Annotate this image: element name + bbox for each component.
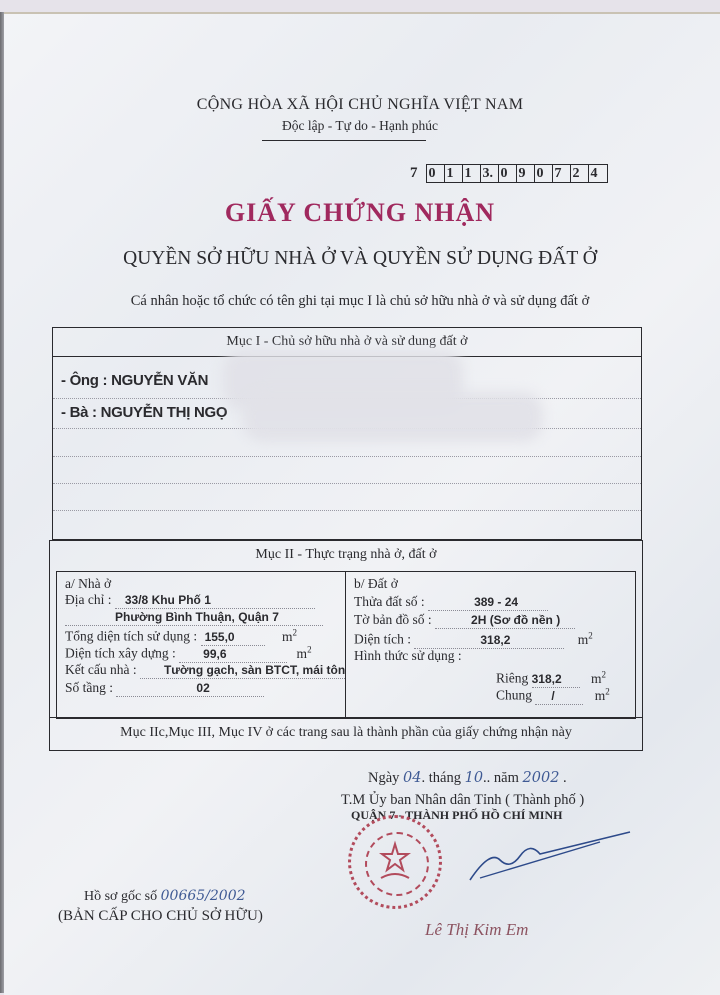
- signature-stroke-icon: [460, 830, 640, 890]
- unit: $m^2$: [296, 644, 312, 661]
- document-title: GIẤY CHỨNG NHẬN: [224, 198, 496, 227]
- unit: $m^2$: [594, 686, 610, 703]
- address-line-1: 33/8 Khu Phố 1: [124, 593, 211, 607]
- serial-digit: 7: [553, 165, 571, 182]
- unit: $m^2$: [577, 630, 593, 647]
- serial-digit: 4: [590, 166, 598, 181]
- issue-month: 10: [464, 770, 484, 786]
- shared-row: [496, 686, 610, 705]
- serial-digit: 3.: [481, 165, 499, 182]
- file-number: 00665/2002: [160, 888, 246, 904]
- shared-value: /: [551, 688, 555, 703]
- section-2-status: [49, 540, 643, 751]
- dotted-line: [53, 510, 641, 511]
- map-label: Tờ bản đồ số :: [354, 612, 432, 627]
- built-area-value: 99,6: [203, 646, 227, 661]
- issue-date: Ngày 04. tháng 10.. năm 2002 .: [368, 770, 567, 786]
- issue-year: 2002: [522, 770, 560, 786]
- total-area-row: [65, 627, 297, 646]
- parcel-row: [354, 594, 548, 611]
- nation-header: CỘNG HÒA XÃ HỘI CHỦ NGHĨA VIỆT NAM: [196, 96, 524, 113]
- floors-value: 02: [196, 681, 210, 695]
- issuing-district: QUẬN 7 - THÀNH PHỐ HỒ CHÍ MINH: [351, 808, 563, 822]
- parcel-value: 389 - 24: [474, 595, 519, 609]
- structure-row: [65, 662, 345, 679]
- land-area-value: 318,2: [480, 632, 511, 647]
- redaction-blur: [243, 392, 543, 442]
- address-label: Địa chỉ :: [65, 592, 112, 607]
- issuing-authority: T.M Ủy ban Nhân dân Tỉnh ( Thành phố ): [341, 792, 585, 808]
- owner-female: - Bà : NGUYỄN THỊ NGỌ: [61, 404, 228, 421]
- motto: Độc lập - Tự do - Hạnh phúc: [282, 118, 438, 133]
- shared-label: Chung: [496, 687, 533, 703]
- usage-label: Hình thức sử dụng :: [354, 648, 462, 663]
- document-subtitle: QUYỀN SỞ HỮU NHÀ Ở VÀ QUYỀN SỬ DỤNG ĐẤT Ở: [123, 248, 597, 269]
- copy-note: (BẢN CẤP CHO CHỦ SỞ HỮU): [58, 908, 263, 924]
- unit: $m^2$: [591, 669, 607, 686]
- map-row: [354, 612, 575, 629]
- private-label: Riêng: [496, 670, 529, 686]
- section-2-table: [56, 571, 636, 719]
- land-area-row: [354, 630, 593, 649]
- serial-digit: 0: [427, 165, 445, 182]
- issue-day: 04: [403, 770, 422, 786]
- land-column: [346, 572, 635, 718]
- floors-label: Số tầng :: [65, 680, 114, 695]
- serial-digit: 1: [445, 165, 463, 182]
- section-2-footer: Mục IIc,Mục III, Mục IV ở các trang sau là thành phần của giấy chứng nhận này: [50, 717, 642, 750]
- owner-male: - Ông : NGUYỄN VĂN: [61, 372, 209, 389]
- structure-value: Tường gạch, sàn BTCT, mái tôn: [163, 663, 346, 677]
- intro-statement: Cá nhân hoặc tổ chức có tên ghi tại mục I là chủ sở hữu nhà ở và sử dụng đất ở: [130, 293, 590, 309]
- structure-label: Kết cấu nhà :: [65, 662, 137, 677]
- official-seal-icon: [348, 815, 442, 909]
- parcel-label: Thửa đất số :: [354, 594, 425, 609]
- section-2-heading: Mục II - Thực trạng nhà ở, đất ở: [255, 547, 437, 562]
- serial-digit: 2: [571, 165, 589, 182]
- motto-underline: [262, 140, 426, 141]
- signer-name: Lê Thị Kim Em: [425, 920, 529, 939]
- dotted-line: [53, 456, 641, 457]
- total-area-label: Tổng diện tích sử dụng :: [65, 628, 198, 644]
- file-record: Hồ sơ gốc số 00665/2002: [84, 888, 246, 904]
- dotted-line: [53, 483, 641, 484]
- unit: $m^2$: [281, 627, 297, 644]
- floors-row: [65, 680, 264, 697]
- house-column: [57, 572, 346, 718]
- serial-number: [410, 164, 608, 183]
- serial-digit: 0: [535, 165, 553, 182]
- land-area-label: Diện tích :: [354, 631, 411, 647]
- land-label: b/ Đất ở: [354, 576, 398, 591]
- address-line-2: Phường Bình Thuận, Quận 7: [115, 610, 279, 624]
- serial-digit: 0: [499, 165, 517, 182]
- section-1-heading: Mục I - Chủ sở hữu nhà ở và sử dung đất ở: [53, 328, 641, 357]
- section-1-owners: [52, 327, 642, 540]
- serial-digit: 1: [463, 165, 481, 182]
- address-row: [65, 592, 315, 609]
- house-label: a/ Nhà ở: [65, 576, 112, 591]
- built-area-label: Diện tích xây dựng :: [65, 645, 176, 661]
- address-row-2: [65, 609, 323, 626]
- serial-prefix: 7: [410, 165, 418, 181]
- serial-digit: 9: [517, 165, 535, 182]
- map-value: 2H (Sơ đồ nền ): [471, 613, 561, 627]
- private-row: [496, 669, 606, 688]
- total-area-value: 155,0: [204, 629, 235, 644]
- private-value: 318,2: [531, 671, 562, 686]
- built-area-row: [65, 644, 312, 663]
